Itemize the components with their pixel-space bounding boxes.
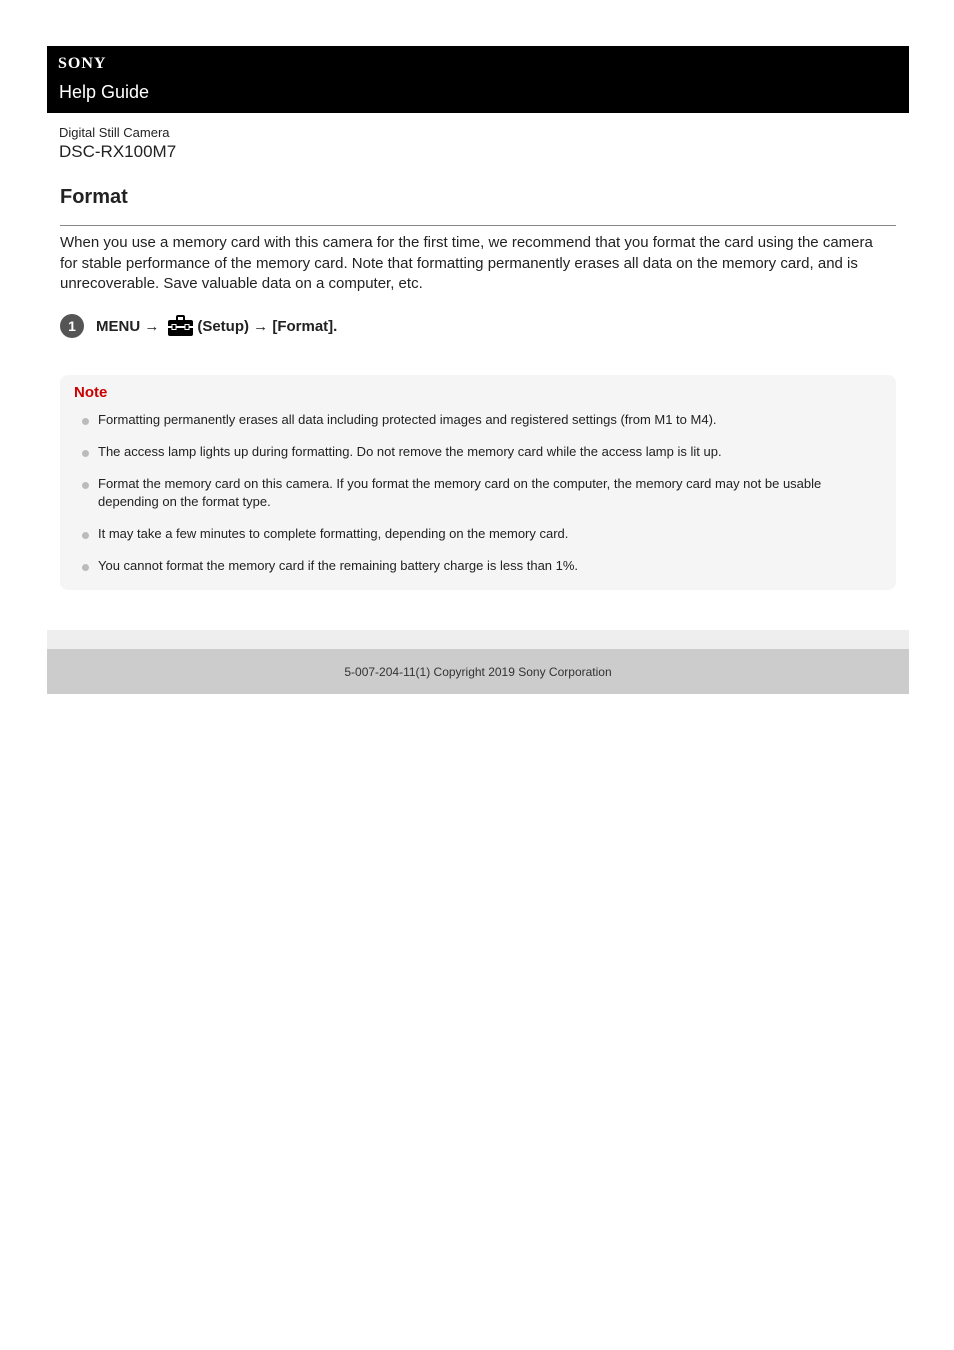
note-item-text: Formatting permanently erases all data including protected images and registered settings (from M1 to M4). [98, 412, 717, 427]
note-item-text: It may take a few minutes to complete formatting, depending on the memory card. [98, 526, 569, 541]
bullet-icon [82, 532, 89, 539]
note-item [60, 475, 896, 511]
note-item [60, 411, 896, 429]
note-box [60, 375, 896, 590]
note-heading: Note [74, 384, 108, 401]
copyright-text: 5-007-204-11(1) Copyright 2019 Sony Corporation [344, 664, 612, 679]
step-instruction [96, 315, 337, 337]
note-item-text: You cannot format the memory card if the remaining battery charge is less than 1%. [98, 558, 579, 573]
note-item [60, 557, 896, 575]
footer-spacer [47, 630, 909, 649]
bullet-icon [82, 564, 89, 571]
step-menu-label: MENU → [96, 317, 160, 335]
bullet-icon [82, 418, 89, 425]
note-item [60, 525, 896, 543]
intro-paragraph: When you use a memory card with this camera for the first time, we recommend that you format the card using the camera for stable performance of the memory card. Note that formatting permanently erases all data on the memory card, and is unrecoverable. Save valuable data on a computer, etc. [60, 234, 873, 292]
help-guide-title: Help Guide [59, 82, 150, 102]
step-1 [60, 313, 337, 339]
step-setup-format-label: (Setup) → [Format]. [197, 317, 338, 335]
note-item-text: Format the memory card on this camera. If you format the memory card on the computer, the memory card may not be usable depending on the format type. [98, 476, 822, 509]
note-item [60, 443, 896, 461]
sony-logo: SONY [58, 55, 107, 72]
note-list [60, 411, 896, 589]
header-bar [47, 46, 909, 113]
product-category: Digital Still Camera [59, 125, 170, 140]
bullet-icon [82, 450, 89, 457]
product-model: DSC-RX100M7 [59, 142, 177, 161]
toolbox-icon [167, 315, 194, 337]
note-item-text: The access lamp lights up during formatting. Do not remove the memory card while the access lamp is lit up. [98, 444, 722, 459]
step-number-badge: 1 [60, 314, 84, 338]
footer-bar [47, 649, 909, 694]
title-divider [60, 225, 896, 226]
page-title: Format [60, 186, 128, 208]
bullet-icon [82, 482, 89, 489]
